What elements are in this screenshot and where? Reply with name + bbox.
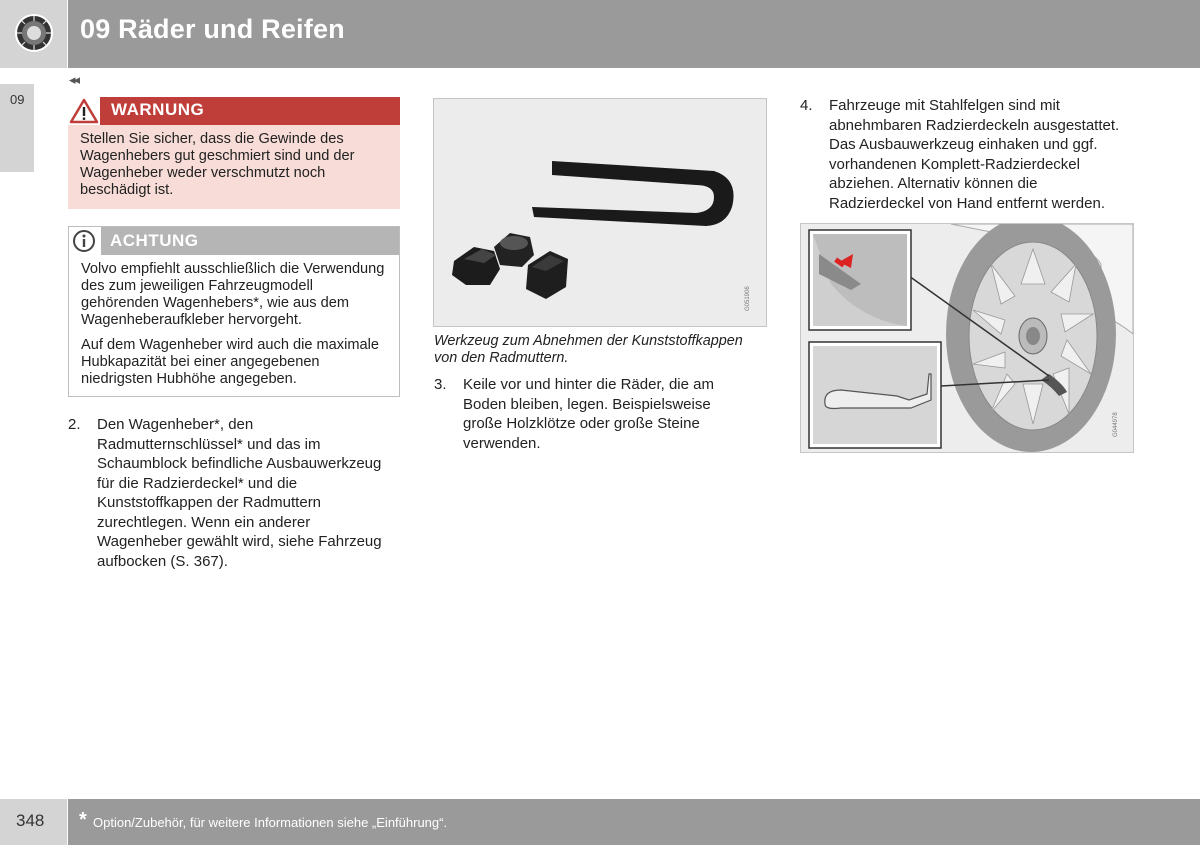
note-header	[69, 227, 399, 255]
step-text: Den Wagenheber*, den Radmutternschlüssel* und das im Schaumblock befindliche Ausbauwerkzeug für die Radzierdeckel* und die Kunststoffkappen der Radmuttern zurechtlegen. Wenn ein anderer Wagenheber gewählt wird, siehe Fahrzeug aufbocken (S. 367).	[97, 416, 382, 570]
step-item	[800, 96, 1134, 213]
asterisk-marker: *	[79, 809, 87, 831]
footer-note: Option/Zubehör, für weitere Informationen siehe „Einführung“.	[93, 815, 448, 830]
page-number-box	[0, 799, 67, 845]
note-box	[68, 226, 400, 397]
tire-icon	[14, 13, 54, 53]
page-number: 348	[16, 811, 45, 830]
page-footer	[0, 799, 1200, 845]
warning-box	[68, 97, 400, 209]
warning-label: WARNUNG	[111, 100, 205, 119]
figure-wheel-image	[800, 223, 1134, 453]
back-arrows-icon[interactable]: ◂◂	[69, 72, 79, 87]
note-icon-box	[69, 227, 101, 255]
info-icon	[69, 227, 101, 255]
warning-triangle-icon	[68, 97, 100, 125]
note-body	[69, 255, 399, 396]
page-title: 09 Räder und Reifen	[80, 14, 345, 44]
chapter-icon-box	[0, 0, 67, 68]
figure-tool-image	[433, 98, 767, 327]
step-text: Keile vor und hinter die Räder, die am Boden bleiben, legen. Beispielsweise große Holzklötze oder große Steine verwenden.	[463, 376, 714, 452]
step-number: 2.	[68, 416, 81, 433]
page-header	[0, 0, 1200, 68]
wheel-cover-illustration	[801, 224, 1133, 452]
note-paragraph: Auf dem Wagenheber wird auch die maximale Hubkapazität bei einer angegebenen niedrigsten Hubhöhe angegeben.	[81, 337, 379, 387]
chapter-tab	[0, 84, 34, 172]
step-item	[434, 375, 754, 453]
note-paragraph: Volvo empfiehlt ausschließlich die Verwendung des zum jeweiligen Fahrzeugmodell gehörenden Wagenhebers*, wie aus dem Wagenheberaufkleber hervorgeht.	[81, 261, 385, 328]
note-label: ACHTUNG	[110, 231, 199, 250]
step-number: 3.	[434, 376, 447, 393]
chapter-number: 09	[10, 92, 25, 107]
footer-bar	[68, 799, 1200, 845]
warning-text: Stellen Sie sicher, dass die Gewinde des Wagenhebers gut geschmiert sind und der Wagenheber weder verschmutzt noch beschädigt ist.	[68, 125, 400, 209]
title-bar	[68, 0, 1200, 68]
warning-icon-box	[68, 97, 100, 125]
step-number: 4.	[800, 97, 813, 114]
warning-header	[68, 97, 400, 125]
step-item	[68, 415, 398, 571]
step-text: Fahrzeuge mit Stahlfelgen sind mit abnehmbaren Radzierdeckeln ausgestattet. Das Ausbauwerkzeug einhaken und ggf. vorhandenen Komplett-Radzierdeckel abziehen. Alternativ können die Radzierdeckel von Hand entfernt werden.	[829, 97, 1120, 212]
figure-code: G044978	[1113, 412, 1119, 437]
figure-caption: Werkzeug zum Abnehmen der Kunststoffkappen von den Radmuttern.	[434, 333, 743, 366]
figure-code: G051906	[745, 286, 751, 311]
removal-tool-illustration	[434, 99, 766, 326]
